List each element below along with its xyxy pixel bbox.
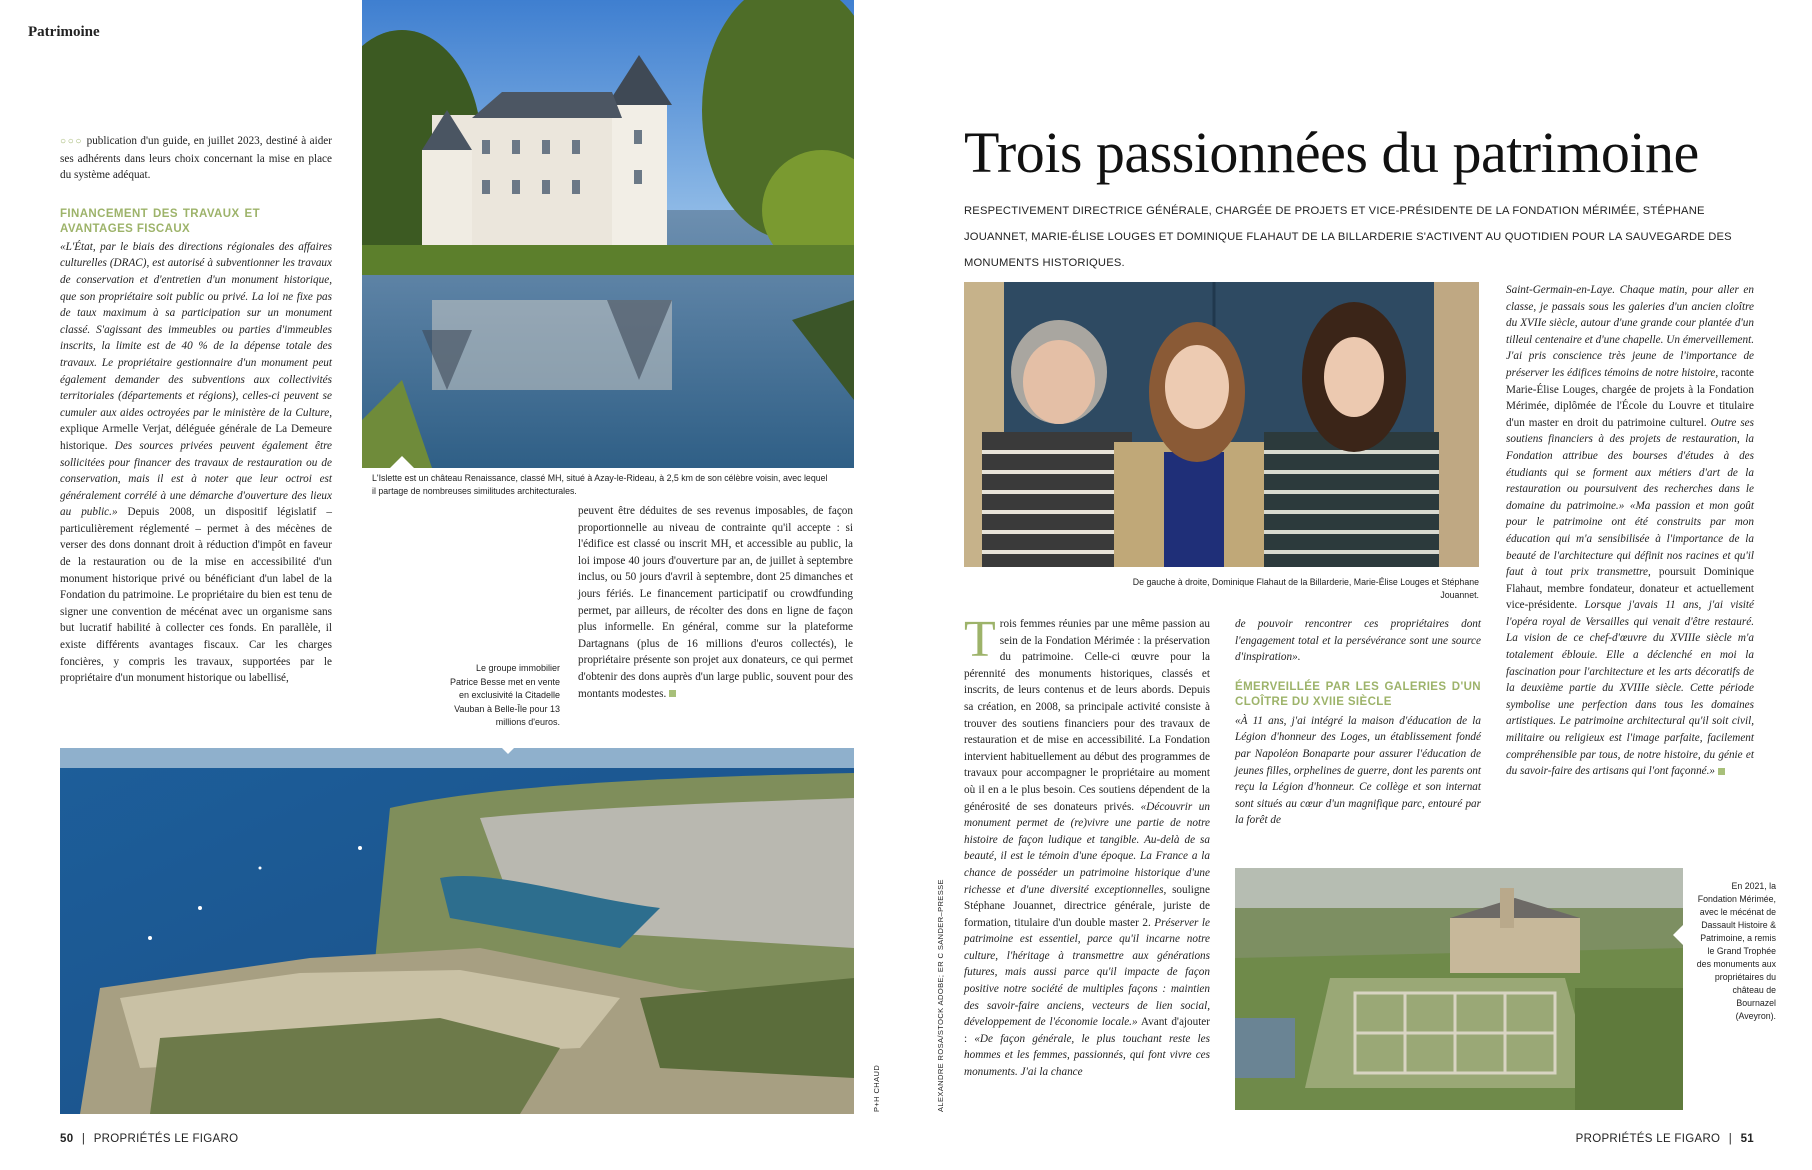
end-mark-icon bbox=[669, 690, 676, 697]
body-deductions: peuvent être déduites de ses revenus imposables, de façon proportionnelle au niveau de contrainte qu'il accepte : si l'édifice est classé ou inscrit MH, et accessible au public, la loi impose 40 jours d'ouverture par an, de juillet à septembre inclus, ou 50 jours d'avril à septembre, dont 25 dimanches et jours fériés. Le financement participatif ou crowdfunding permet, par ailleurs, de récolter des dons en ligne de façon plus informelle. En général, comme sur la plateforme Dartagnans (plus de 16 millions d'euros collectés), le propriétaire présente son projet aux donateurs, ce qui permet d'obtenir des dons auprès d'un large public, souvent pour des montants modestes. bbox=[578, 505, 853, 700]
headline: Trois passionnées du patrimoine bbox=[964, 120, 1699, 185]
body-ajouter: Avant d'ajouter : bbox=[964, 1016, 1210, 1045]
drop-cap: T bbox=[964, 611, 996, 668]
left-column-2 bbox=[578, 503, 853, 702]
belle-ile-photo bbox=[60, 748, 854, 1114]
footer-left: 50 | PROPRIÉTÉS LE FIGARO bbox=[60, 1133, 239, 1145]
subhead-financement: FINANCEMENT DES TRAVAUX ET AVANTAGES FISCAUX bbox=[60, 207, 260, 235]
caption-belle-ile: Le groupe immobilier Patrice Besse met en vente en exclusivité la Citadelle Vauban à Belle-Île pour 13 millions d'euros. bbox=[449, 663, 560, 727]
footer-title-left: PROPRIÉTÉS LE FIGARO bbox=[93, 1133, 239, 1145]
quote-bourses: Outre ses soutiens financiers à des projets de restauration, la Fondation attribue des bourses d'études à des étudiants qui se forment aux métiers d'art de la restauration ou poursuivent des recherches dans le domaine du patrimoine.» «Ma passion et mon goût pour le patrimoine ont été construits par mon éducation qui m'a sensibilisée à l'importance de la beauté de l'architecture qui définit nos racines et qu'il faut à tout prix transmettre, bbox=[1506, 416, 1754, 579]
quote-jouannet: «Découvrir un monument permet de (re)vivre une partie de notre histoire de façon ludique et tangible. Au-delà de sa beauté, il est le témoin d'une époque. La France a la chance de posséder un patrimoine historique d'une richesse et d'une diversité exceptionnelles, bbox=[964, 800, 1210, 896]
attribution-verjat: explique Armelle Verjat, déléguée générale de La Demeure historique. bbox=[60, 423, 332, 452]
caption-bournazel: En 2021, la Fondation Mérimée, avec le mécénat de Dassault Histoire & Patrimoine, a remis le Grand Trophée des monuments aux propriétaires du château de Bournazel (Aveyron). bbox=[1696, 881, 1776, 1021]
photo-credit-left: P+H CHAUD bbox=[872, 1064, 881, 1112]
bournazel-photo bbox=[1235, 868, 1683, 1110]
caption-pointer bbox=[390, 456, 414, 468]
caption-pointer-2 bbox=[496, 742, 520, 754]
left-column-1 bbox=[60, 133, 332, 687]
standfirst: RESPECTIVEMENT DIRECTRICE GÉNÉRALE, CHARGÉE DE PROJETS ET VICE-PRÉSIDENTE DE LA FONDATION MÉRIMÉE, STÉPHANE JOUANNET, MARIE-ÉLISE LOUGES ET DOMINIQUE FLAHAUT DE LA BILLARDERIE S'ACTIVENT AU QUOTIDIEN POUR LA SAUVEGARDE DES MONUMENTS HISTORIQUES. bbox=[964, 205, 1732, 269]
attribution-flahaut: poursuit Dominique Flahaut, membre fondateur, donateur et actuellement vice-présidente. bbox=[1506, 566, 1755, 612]
right-column-3 bbox=[1506, 282, 1754, 780]
attribution-jouannet: souligne Stéphane Jouannet, directrice générale, juriste de formation, titulaire d'un double master 2. bbox=[964, 883, 1210, 929]
right-column-2 bbox=[1235, 616, 1481, 829]
paragraph-marker-icon: ○○○ bbox=[60, 136, 84, 147]
page-number-left: 50 bbox=[60, 1133, 74, 1145]
body-fondation: rois femmes réunies par une même passion au sein de la Fondation Mérimée : la préservation du patrimoine. Celle-ci œuvre pour la pérennité des monuments historiques, classés et inscrits, de leurs contenus et de leurs abords. Depuis sa création, en 2008, sa principale activité consiste à trouver des soutiens financiers pour des travaux de restauration et de mise en accessibilité. La Fondation intervient habituellement au début des programmes de travaux pour accompagner le propriétaire au moment où il en a le plus besoin. Ces soutiens dépendent de la générosité de ses donateurs privés. bbox=[964, 618, 1210, 813]
caption-chateau: L'Islette est un château Renaissance, classé MH, situé à Azay-le-Rideau, à 2,5 km de son célèbre voisin, avec lequel il partage de nombreuses similitudes architecturales. bbox=[372, 473, 828, 496]
quote-cloitre: Saint-Germain-en-Laye. Chaque matin, pour aller en classe, je passais sous les galeries d'un ancien cloître du XVIIe siècle, autour d'une grande cour plantée d'un tilleul centenaire et d'une chapelle. Un émerveillement. J'ai pris conscience très jeune de l'importance de préserver les édifices témoins de notre histoire, bbox=[1506, 284, 1754, 379]
quote-inspiration: de pouvoir rencontrer ces propriétaires dont l'engagement total et la persévérance sont une source d'inspiration». bbox=[1235, 618, 1481, 664]
intro-text: publication d'un guide, en juillet 2023, destiné à aider ses adhérents dans leurs choix concernant la mise en place du système adéquat. bbox=[60, 135, 332, 182]
quote-chance: «De façon générale, le plus touchant reste les hommes et les femmes, passionnés, qui font vivre ces monuments. J'ai la chance bbox=[964, 1032, 1210, 1079]
quote-preserver: Préserver le patrimoine est essentiel, parce qu'il incarne notre culture, l'héritage à transmettre aux générations futures, mais aussi parce qu'il impacte de façon positive notre société de multiples façons : maintien des savoir-faire anciens, vecteurs de lien social, développement de l'économie locale.» bbox=[964, 916, 1210, 1029]
body-mecenat: Depuis 2008, un dispositif législatif – particulièrement réglementé – permet à des mécènes de verser des dons donnant droit à réduction d'impôt en faveur de la restauration ou de la mise en accessibilité d'un monument historique privé ou bénéficiant d'un label de la Fondation du patrimoine. Le propriétaire du bien est tenu de signer une convention de mécénat avec un organisme sans but lucratif habilité à collecter ces fonds. En parallèle, il existe différents avantages fiscaux. Car les charges foncières, y compris les travaux, supportées par le propriétaire d'un monument historique ou labellisé, bbox=[60, 506, 332, 685]
end-mark-icon-2 bbox=[1718, 768, 1725, 775]
subhead-cloitre: ÉMERVEILLÉE PAR LES GALERIES D'UN CLOÎTRE DU XVIIE SIÈCLE bbox=[1235, 680, 1481, 708]
footer-right: PROPRIÉTÉS LE FIGARO | 51 bbox=[1575, 1133, 1754, 1145]
caption-pointer-3 bbox=[1673, 925, 1683, 945]
quote-louges: «À 11 ans, j'ai intégré la maison d'éducation de la Légion d'honneur des Loges, un établissement fondé par Napoléon Bonaparte pour assurer l'éducation de jeunes filles, orphelines de guerre, dont les parents ont reçu la Légion d'honneur. Ce collège et son internat sont situés au cœur d'un magnifique parc, entouré par la forêt de bbox=[1235, 714, 1481, 827]
page-number-right: 51 bbox=[1740, 1133, 1754, 1145]
attribution-louges: raconte Marie-Élise Louges, chargée de projets à la Fondation Mérimée, diplômée de l'École du Louvre et titulaire d'un master en droit du patrimoine culturel. bbox=[1506, 366, 1754, 429]
portrait-photo bbox=[964, 282, 1479, 567]
quote-sources: Des sources privées peuvent également être sollicitées pour financer des travaux de restauration ou de conservation, mais il est à noter que leur octroi est généralement corrélé à une démarche d'ouverture des lieux au public.» bbox=[60, 439, 332, 519]
section-label: Patrimoine bbox=[28, 24, 100, 40]
chateau-photo bbox=[362, 0, 854, 468]
quote-versailles: Lorsque j'avais 11 ans, j'ai visité l'opéra royal de Versailles qui venait d'être restauré. La vision de ce chef-d'œuvre du XVIIIe siècle m'a totalement éblouie. Elle a déclenché en moi la fascination pour l'architecture et les arts décoratifs de la deuxième partie du XVIIIe siècle. Cette période symbolise une perfection dans tous les domaines artistiques. Le patrimoine architectural qu'il soit civil, militaire ou religieux est l'image parfaite, facilement compréhensible par tous, de notre histoire, du génie et du savoir-faire des artisans qui l'ont façonné.» bbox=[1506, 599, 1754, 778]
right-column-1 bbox=[964, 611, 1210, 1081]
caption-portrait: De gauche à droite, Dominique Flahaut de la Billarderie, Marie-Élise Louges et Stéphane Jouannet. bbox=[1132, 577, 1479, 600]
footer-title-right: PROPRIÉTÉS LE FIGARO bbox=[1575, 1133, 1721, 1145]
quote-verjat: «L'État, par le biais des directions régionales des affaires culturelles (DRAC), est autorisé à subventionner les travaux de conservation et d'entretien d'un monument historique, que son propriétaire soit public ou privé. La loi ne fixe pas de taux maximum à sa participation sur un monument classé. S'agissant des immeubles ou parties d'immeubles inscrits, la limite est de 40 % de la dépense totale des travaux. Le propriétaire gestionnaire d'un monument peut également demander des subventions aux collectivités territoriales (départements et régions), celles-ci peuvent se cumuler aux aides octroyées par le ministère de la Culture, bbox=[60, 240, 332, 419]
photo-credit-right: ALEXANDRE ROSA/STOCK ADOBE; ER C SANDER–PRESSE bbox=[936, 879, 945, 1112]
